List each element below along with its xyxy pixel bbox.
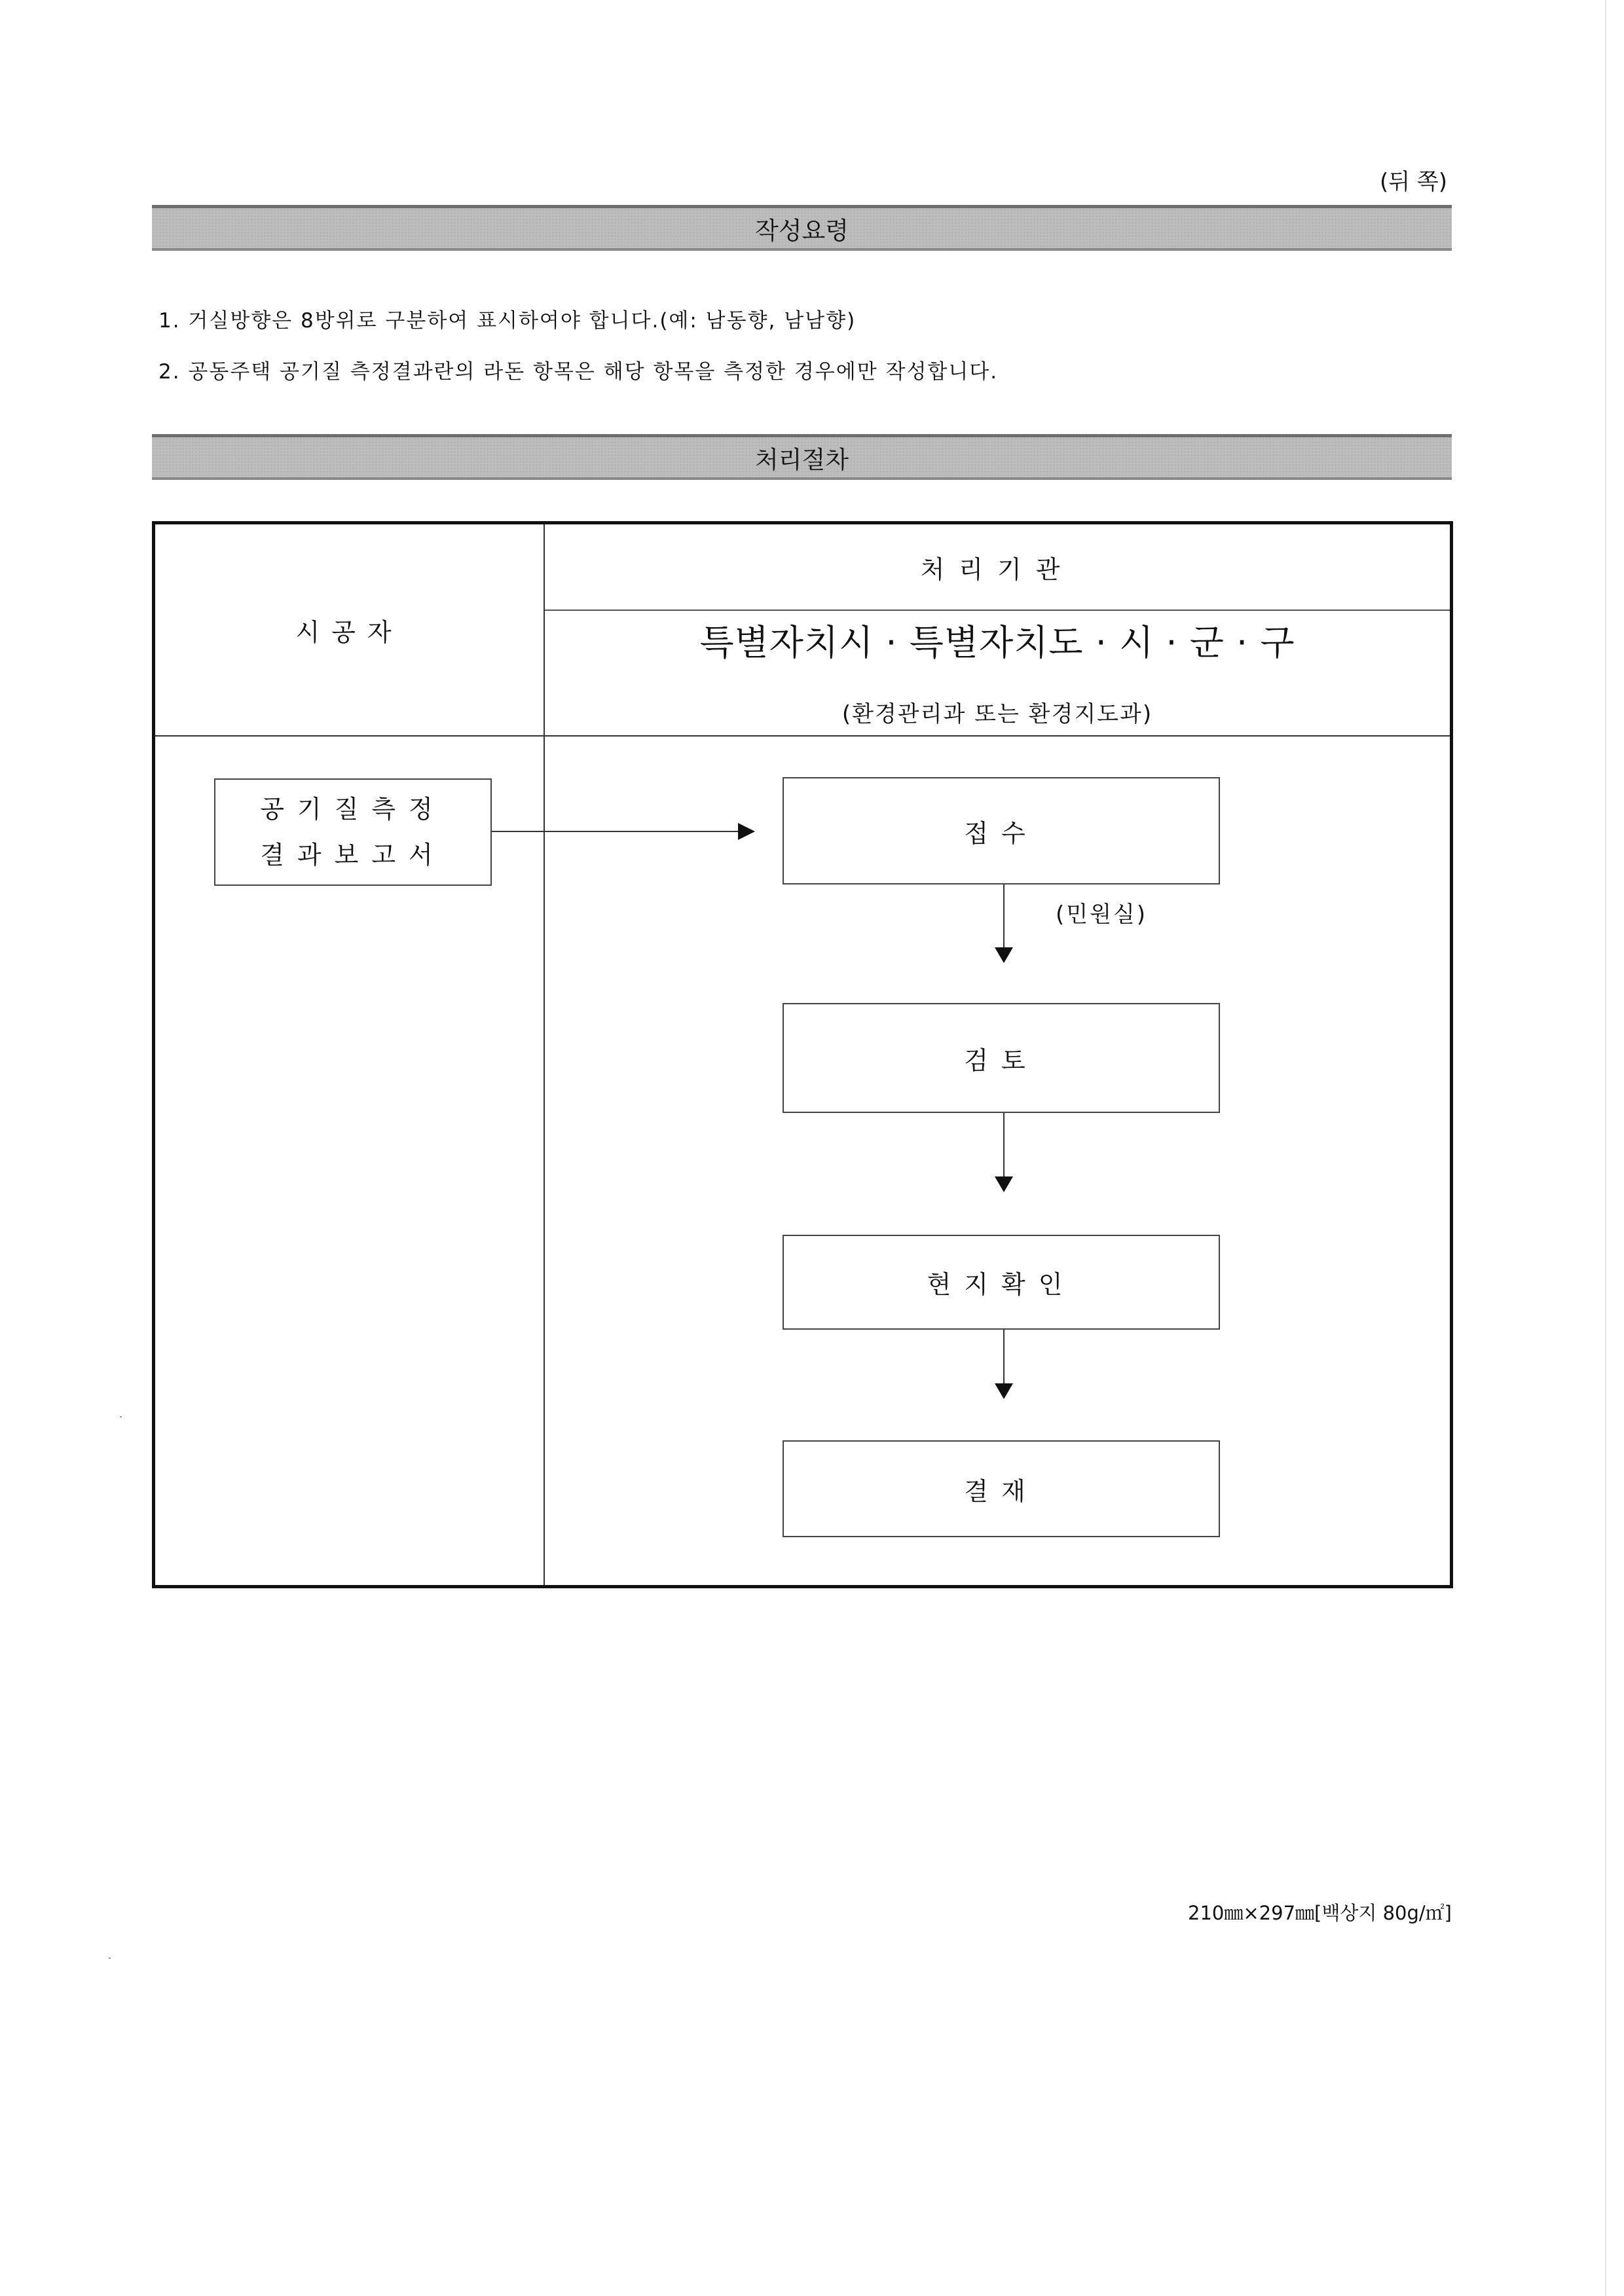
step-review (783, 1003, 1220, 1113)
arrow-down-icon (995, 1176, 1013, 1192)
report-box (214, 778, 492, 886)
arrow-right-icon (738, 823, 755, 840)
connector-3 (1003, 1330, 1005, 1385)
instructions-title-bar (152, 205, 1452, 251)
page-side-label: (뒤 쪽) (1379, 169, 1447, 195)
step-approval (783, 1440, 1220, 1537)
column-divider (544, 524, 545, 1585)
step-site-check (783, 1235, 1220, 1330)
procedure-table (152, 521, 1453, 1588)
step-site-check-label: 현지확인 (927, 1270, 1076, 1299)
agency-name: 특별자치시 · 특별자치도 · 시 · 군 · 구 (699, 622, 1295, 663)
receipt-note: (민원실) (1056, 902, 1148, 928)
report-line-2: 결과보고서 (260, 841, 446, 869)
step-approval-label: 결재 (964, 1476, 1039, 1506)
instruction-item-2: 2. 공동주택 공기질 측정결과란의 라돈 항목은 해당 항목을 측정한 경우에만 작성합니다. (158, 360, 999, 384)
page-edge (1605, 0, 1606, 2296)
contractor-header: 시공자 (295, 618, 403, 647)
arrow-down-icon (995, 1383, 1013, 1399)
agency-header: 처리기관 (920, 555, 1075, 584)
connector-1 (1003, 884, 1005, 949)
arrow-down-icon (995, 947, 1013, 963)
report-line-1: 공기질측정 (260, 795, 446, 824)
header-divider (155, 735, 1450, 737)
paper-spec-footer: 210㎜×297㎜[백상지 80g/㎡] (1188, 1902, 1452, 1924)
submit-connector (492, 831, 742, 832)
scan-speck (120, 1416, 122, 1417)
procedure-title-bar (152, 434, 1452, 480)
agency-department: (환경관리과 또는 환경지도과) (841, 701, 1153, 727)
instruction-item-1: 1. 거실방향은 8방위로 구분하여 표시하여야 합니다.(예: 남동향, 남남향) (158, 309, 857, 333)
scan-speck (109, 1958, 111, 1959)
agency-header-divider (545, 610, 1450, 611)
connector-2 (1003, 1113, 1005, 1176)
step-receipt-label: 접수 (964, 818, 1039, 848)
procedure-title: 처리절차 (755, 445, 849, 474)
instructions-title: 작성요령 (755, 216, 849, 245)
step-receipt (783, 777, 1220, 884)
step-review-label: 검토 (964, 1046, 1039, 1075)
